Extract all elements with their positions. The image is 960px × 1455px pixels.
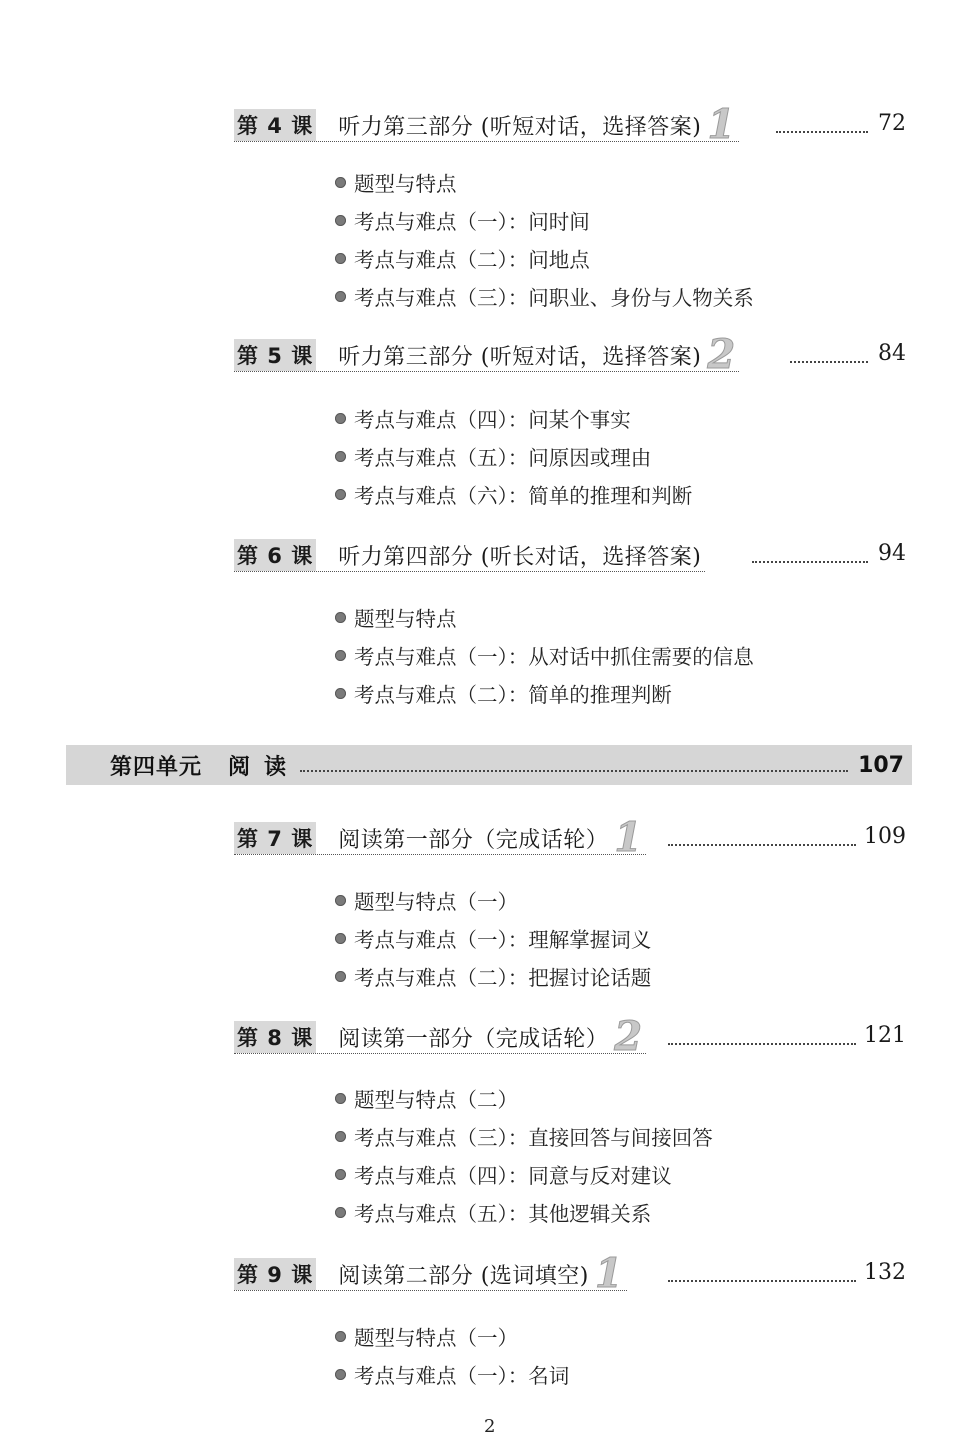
lesson-heading-underlined	[234, 101, 739, 148]
part-number-icon: 2	[707, 331, 736, 378]
topic-item[interactable]	[335, 881, 651, 919]
page-number: 84	[878, 341, 906, 366]
lesson-label: 第 6 课	[234, 539, 316, 571]
bullet-icon	[335, 933, 346, 944]
lesson-title: 阅读第一部分（完成话轮）	[338, 1026, 609, 1052]
topic-text: 题型与特点	[354, 172, 457, 196]
topic-text: 考点与难点（二）：把握讨论话题	[354, 966, 652, 990]
page-footer-number: 2	[484, 1416, 496, 1437]
page-number: 109	[864, 824, 906, 849]
topic-item[interactable]	[335, 1117, 713, 1155]
dot-leader	[668, 1029, 856, 1045]
dot-leader	[300, 758, 848, 772]
lesson-heading-underlined	[234, 1013, 646, 1060]
topic-text: 考点与难点（五）：问原因或理由	[354, 446, 652, 470]
lesson-label: 第 8 课	[234, 1021, 316, 1053]
topic-text: 考点与难点（一）：理解掌握词义	[354, 928, 652, 952]
lesson-8-heading[interactable]	[234, 1013, 906, 1060]
lesson-title: 听力第三部分 (听短对话，选择答案)	[338, 344, 702, 370]
topic-item[interactable]	[335, 163, 754, 201]
bullet-icon	[335, 1369, 346, 1380]
lesson-6-heading[interactable]	[234, 539, 906, 573]
topic-text: 考点与难点（四）：同意与反对建议	[354, 1164, 672, 1188]
topic-item[interactable]	[335, 277, 754, 315]
topic-text: 考点与难点（二）：简单的推理判断	[354, 683, 672, 707]
page-number: 94	[878, 541, 906, 566]
topic-text: 考点与难点（四）：问某个事实	[354, 408, 631, 432]
page-number: 107	[858, 752, 904, 778]
topic-text: 考点与难点（六）：简单的推理和判断	[354, 484, 693, 508]
lesson-7-heading[interactable]	[234, 814, 906, 861]
lesson-8-topics	[335, 1079, 713, 1231]
lesson-4-heading[interactable]	[234, 101, 906, 148]
bullet-icon	[335, 1131, 346, 1142]
topic-text: 题型与特点（二）	[354, 1088, 518, 1112]
lesson-heading-underlined	[234, 539, 705, 572]
page-number: 72	[878, 111, 906, 136]
topic-text: 考点与难点（五）：其他逻辑关系	[354, 1202, 652, 1226]
lesson-label: 第 4 课	[234, 109, 316, 141]
bullet-icon	[335, 451, 346, 462]
part-number-icon: 1	[707, 101, 736, 148]
lesson-heading-underlined	[234, 331, 739, 378]
lesson-9-heading[interactable]	[234, 1250, 906, 1297]
topic-text: 考点与难点（一）：问时间	[354, 210, 590, 234]
topic-item[interactable]	[335, 636, 754, 674]
bullet-icon	[335, 215, 346, 226]
topic-text: 考点与难点（一）：名词	[354, 1364, 570, 1388]
bullet-icon	[335, 1169, 346, 1180]
lesson-4-topics	[335, 163, 754, 315]
bullet-icon	[335, 291, 346, 302]
topic-item[interactable]	[335, 201, 754, 239]
lesson-5-heading[interactable]	[234, 331, 906, 378]
unit-4-banner[interactable]	[66, 745, 912, 785]
dot-leader	[790, 347, 868, 363]
topic-text: 题型与特点（一）	[354, 1326, 518, 1350]
bullet-icon	[335, 1331, 346, 1342]
topic-item[interactable]	[335, 1355, 569, 1393]
bullet-icon	[335, 895, 346, 906]
topic-item[interactable]	[335, 1193, 713, 1231]
page-number: 121	[864, 1023, 906, 1048]
topic-item[interactable]	[335, 475, 692, 513]
topic-item[interactable]	[335, 1155, 713, 1193]
bullet-icon	[335, 971, 346, 982]
bullet-icon	[335, 413, 346, 424]
part-number-icon: 2	[614, 1013, 643, 1060]
topic-item[interactable]	[335, 1079, 713, 1117]
topic-item[interactable]	[335, 598, 754, 636]
topic-text: 考点与难点（三）：问职业、身份与人物关系	[354, 286, 754, 310]
lesson-label: 第 7 课	[234, 822, 316, 854]
topic-item[interactable]	[335, 919, 651, 957]
lesson-title: 听力第三部分 (听短对话，选择答案)	[338, 114, 702, 140]
topic-item[interactable]	[335, 957, 651, 995]
bullet-icon	[335, 177, 346, 188]
topic-text: 题型与特点（一）	[354, 890, 518, 914]
lesson-5-topics	[335, 399, 692, 513]
bullet-icon	[335, 253, 346, 264]
lesson-heading-underlined	[234, 1250, 627, 1297]
lesson-title: 阅读第二部分 (选词填空)	[338, 1263, 589, 1289]
bullet-icon	[335, 688, 346, 699]
lesson-title: 阅读第一部分（完成话轮）	[338, 827, 609, 853]
bullet-icon	[335, 1093, 346, 1104]
lesson-label: 第 9 课	[234, 1258, 316, 1290]
dot-leader	[668, 1266, 856, 1282]
bullet-icon	[335, 1207, 346, 1218]
topic-text: 考点与难点（一）：从对话中抓住需要的信息	[354, 645, 754, 669]
lesson-title: 听力第四部分 (听长对话，选择答案)	[338, 544, 702, 570]
topic-item[interactable]	[335, 674, 754, 712]
unit-subtitle: 阅读	[228, 754, 301, 780]
dot-leader	[776, 117, 868, 133]
dot-leader	[752, 547, 868, 563]
lesson-6-topics	[335, 598, 754, 712]
topic-text: 题型与特点	[354, 607, 457, 631]
bullet-icon	[335, 650, 346, 661]
lesson-7-topics	[335, 881, 651, 995]
topic-item[interactable]	[335, 239, 754, 277]
lesson-heading-underlined	[234, 814, 646, 861]
bullet-icon	[335, 612, 346, 623]
page-number: 132	[864, 1260, 906, 1285]
topic-text: 考点与难点（二）：问地点	[354, 248, 590, 272]
topic-item[interactable]	[335, 399, 692, 437]
part-number-icon: 1	[594, 1250, 623, 1297]
topic-item[interactable]	[335, 1317, 569, 1355]
lesson-9-topics	[335, 1317, 569, 1393]
bullet-icon	[335, 489, 346, 500]
dot-leader	[668, 830, 856, 846]
part-number-icon: 1	[614, 814, 643, 861]
lesson-label: 第 5 课	[234, 339, 316, 371]
topic-text: 考点与难点（三）：直接回答与间接回答	[354, 1126, 713, 1150]
topic-item[interactable]	[335, 437, 692, 475]
unit-title: 第四单元	[110, 754, 203, 780]
